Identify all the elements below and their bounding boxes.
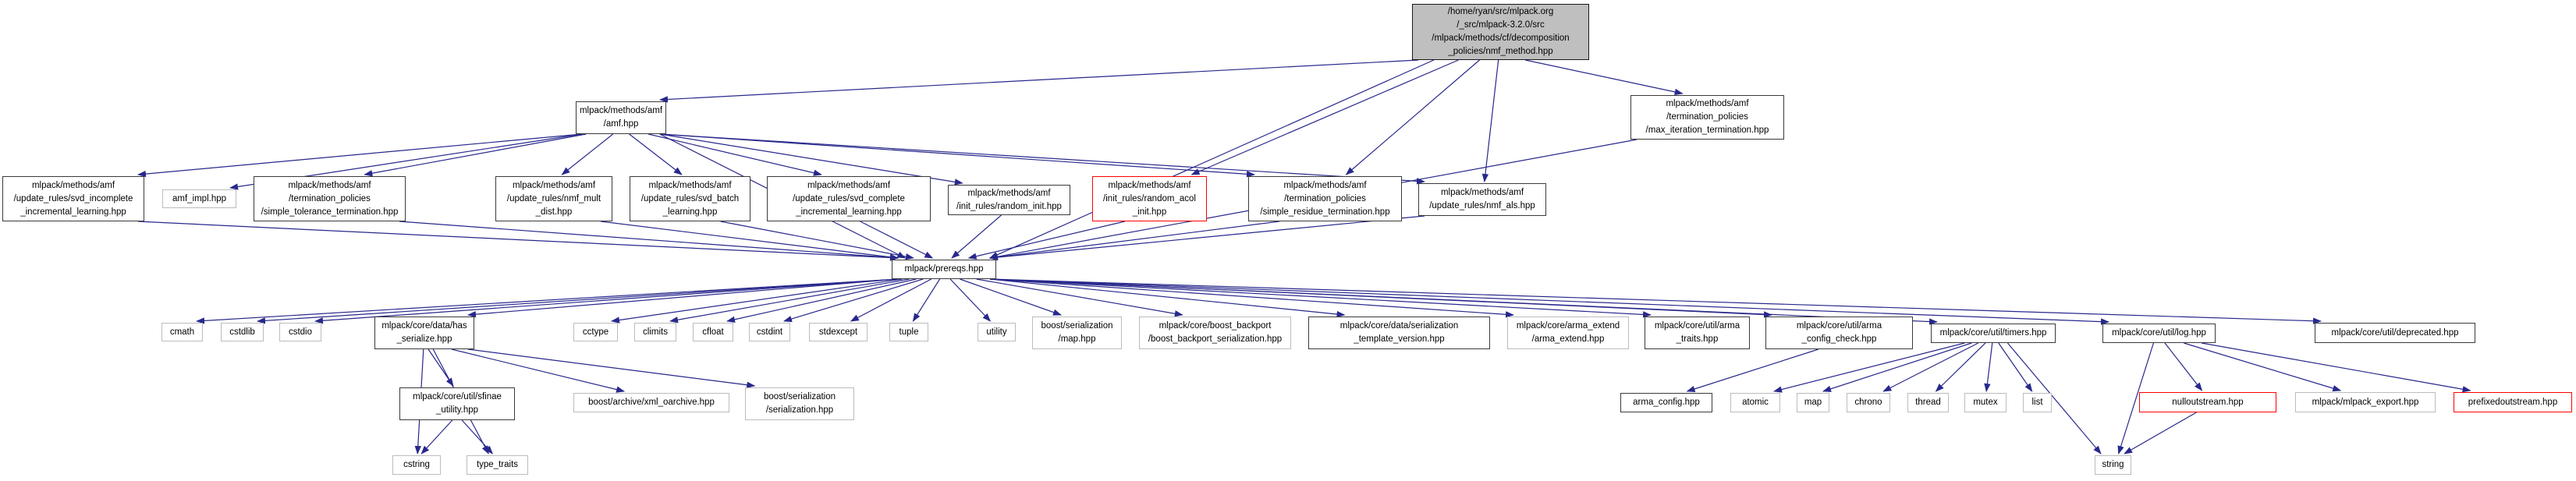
graph-node-label-line: _traits.hpp xyxy=(1676,334,1719,344)
graph-node-label-line: nulloutstream.hpp xyxy=(2172,397,2244,407)
graph-node-arma_config_check[interactable] xyxy=(1765,317,1913,349)
graph-node-label-line: mlpack/core/util/log.hpp xyxy=(2112,328,2206,338)
graph-node-label-line: _incremental_learning.hpp xyxy=(20,207,126,217)
graph-node-label-line: prefixedoutstream.hpp xyxy=(2468,397,2558,407)
graph-node-label-line: boost/serialization xyxy=(763,392,836,401)
graph-node-label-line: _serialize.hpp xyxy=(396,334,452,344)
graph-node-cfloat xyxy=(693,323,733,341)
graph-node-serialization_template_version[interactable] xyxy=(1308,317,1490,349)
graph-node-label-line: mutex xyxy=(1973,398,1998,407)
graph-node-map xyxy=(1797,393,1829,412)
graph-node-label-line: string xyxy=(2102,460,2124,469)
graph-node-log[interactable] xyxy=(2102,324,2216,343)
graph-node-label-line: mlpack/methods/amf xyxy=(1440,188,1524,197)
graph-node-label-line: /update_rules/svd_batch xyxy=(640,193,740,203)
graph-node-label-line: /termination_policies xyxy=(1666,112,1748,122)
graph-node-label-line: _utility.hpp xyxy=(435,405,479,415)
graph-node-label-line: /_src/mlpack-3.2.0/src xyxy=(1457,20,1545,30)
graph-node-label-line: cstdint xyxy=(756,327,783,337)
graph-node-tuple xyxy=(889,323,928,341)
graph-node-label-line: climits xyxy=(643,327,668,337)
graph-node-label-line: mlpack/methods/amf xyxy=(648,180,732,190)
graph-node-label-line: mlpack/core/data/serialization xyxy=(1339,321,1459,331)
graph-node-stdexcept xyxy=(809,323,868,341)
graph-node-label-line: utility xyxy=(986,327,1007,337)
graph-node-nulloutstream[interactable] xyxy=(2139,392,2276,412)
graph-node-label-line: /mlpack/methods/cf/decomposition xyxy=(1432,34,1570,43)
graph-node-label-line: cstdio xyxy=(288,327,313,337)
graph-node-label-line: mlpack/methods/amf xyxy=(579,106,663,115)
graph-node-type_traits xyxy=(467,455,528,475)
graph-node-cmath xyxy=(161,323,203,341)
graph-node-label-line: chrono xyxy=(1854,398,1882,407)
graph-node-svd_batch[interactable] xyxy=(630,176,750,221)
graph-node-has_serialize[interactable] xyxy=(374,317,474,349)
graph-node-label-line: /boost_backport_serialization.hpp xyxy=(1148,334,1283,344)
graph-node-mutex xyxy=(1964,393,2007,412)
graph-node-label-line: _incremental_learning.hpp xyxy=(796,207,902,217)
graph-node-label-line: cmath xyxy=(169,327,195,337)
graph-node-label-line: mlpack/methods/amf xyxy=(807,180,891,190)
graph-node-label-line: _init.hpp xyxy=(1132,207,1167,217)
graph-node-cctype xyxy=(573,323,618,341)
graph-node-chrono xyxy=(1847,393,1890,412)
graph-node-boost_serialization xyxy=(745,387,854,420)
graph-node-boost_backport xyxy=(1139,317,1291,349)
graph-node-label-line: /init_rules/random_acol xyxy=(1103,193,1196,203)
graph-node-label-line: mlpack/prereqs.hpp xyxy=(904,264,984,274)
graph-node-xml_oarchive xyxy=(573,393,729,412)
graph-node-prereqs[interactable] xyxy=(892,260,996,279)
graph-node-label-line: _learning.hpp xyxy=(662,207,718,217)
graph-node-svd_incomplete[interactable] xyxy=(2,176,144,221)
graph-node-timers[interactable] xyxy=(1931,324,2056,343)
graph-node-label-line: thread xyxy=(1915,398,1941,407)
graph-node-label-line: /arma_extend.hpp xyxy=(1531,334,1605,344)
graph-node-label-line: boost/serialization xyxy=(1041,321,1113,331)
graph-node-label-line: /simple_tolerance_termination.hpp xyxy=(261,207,399,217)
graph-node-label-line: arma_config.hpp xyxy=(1633,398,1700,407)
graph-node-label-line: mlpack/methods/amf xyxy=(1666,99,1749,108)
graph-node-label-line: /init_rules/random_init.hpp xyxy=(956,201,1062,211)
graph-node-label-line: /termination_policies xyxy=(289,193,371,203)
graph-node-simple_tolerance_termination[interactable] xyxy=(254,176,406,221)
graph-node-utility xyxy=(978,323,1016,341)
graph-node-label-line: _policies/nmf_method.hpp xyxy=(1448,47,1553,56)
graph-node-label-line: mlpack/core/util/deprecated.hpp xyxy=(2331,327,2459,338)
graph-node-nmf_als[interactable] xyxy=(1418,183,1546,216)
graph-node-label-line: /map.hpp xyxy=(1058,334,1096,344)
graph-node-label-line: /update_rules/nmf_als.hpp xyxy=(1429,201,1535,210)
graph-node-label-line: stdexcept xyxy=(818,327,858,337)
graph-node-label-line: cfloat xyxy=(702,327,724,337)
graph-node-climits xyxy=(634,323,676,341)
graph-node-label-line: mlpack/core/data/has xyxy=(381,321,467,331)
graph-node-label-line: mlpack/mlpack_export.hpp xyxy=(2312,397,2419,407)
graph-node-label-line: tuple xyxy=(899,327,919,337)
graph-node-label-line: mlpack/core/boost_backport xyxy=(1158,321,1272,331)
graph-node-deprecated[interactable] xyxy=(2315,323,2475,343)
graph-node-label-line: mlpack/core/arma_extend xyxy=(1516,321,1620,331)
graph-node-string xyxy=(2095,455,2131,475)
graph-node-cstdio xyxy=(279,323,321,341)
graph-node-label-line: mlpack/core/util/timers.hpp xyxy=(1939,328,2047,338)
graph-node-cstring xyxy=(392,455,441,475)
graph-node-label-line: mlpack/methods/amf xyxy=(1108,180,1191,190)
graph-node-label-line: mlpack/core/util/arma xyxy=(1654,321,1740,331)
graph-node-label-line: mlpack/methods/amf xyxy=(31,180,115,190)
graph-node-label-line: /max_iteration_termination.hpp xyxy=(1645,126,1769,135)
graph-node-random_init[interactable] xyxy=(948,185,1070,215)
graph-node-label-line: /update_rules/svd_complete xyxy=(793,193,905,203)
graph-node-boost_map xyxy=(1032,317,1122,349)
graph-node-label-line: atomic xyxy=(1742,398,1769,407)
graph-node-label-line: /update_rules/nmf_mult xyxy=(506,193,601,203)
graph-node-label-line: cstdlib xyxy=(229,327,255,337)
graph-node-arma_extend xyxy=(1507,317,1629,349)
graph-node-label-line: /amf.hpp xyxy=(603,119,639,129)
graph-node-label-line: _config_check.hpp xyxy=(1801,334,1877,344)
graph-node-label-line: cctype xyxy=(582,327,609,337)
graph-node-arma_traits[interactable] xyxy=(1645,317,1750,349)
graph-node-cstdint xyxy=(749,323,790,341)
graph-node-label-line: amf_impl.hpp xyxy=(172,193,227,203)
graph-node-prefixedoutstream[interactable] xyxy=(2454,392,2572,412)
graph-node-cstdlib xyxy=(221,323,264,341)
graph-node-label-line: /update_rules/svd_incomplete xyxy=(13,193,133,203)
graph-node-label-line: cstring xyxy=(403,460,430,469)
graph-node-thread xyxy=(1907,393,1949,412)
graph-node-label-line: boost/archive/xml_oarchive.hpp xyxy=(588,398,715,407)
graph-node-label-line: mlpack/core/util/arma xyxy=(1796,321,1882,331)
graph-node-label-line: mlpack/methods/amf xyxy=(1283,180,1367,190)
graph-node-label-line: _dist.hpp xyxy=(535,207,573,217)
graph-node-label-line: mlpack/methods/amf xyxy=(512,180,596,190)
graph-node-label-line: /simple_residue_termination.hpp xyxy=(1260,207,1390,217)
graph-node-arma_config[interactable] xyxy=(1620,393,1712,412)
graph-node-random_acol_init[interactable] xyxy=(1092,176,1207,221)
graph-node-svd_complete[interactable] xyxy=(767,176,931,221)
graph-node-label-line: list xyxy=(2031,398,2043,407)
graph-node-list xyxy=(2023,393,2052,412)
graph-node-label-line: _template_version.hpp xyxy=(1354,334,1445,344)
graph-node-simple_residue_termination[interactable] xyxy=(1248,176,1402,221)
graph-node-label-line: mlpack/methods/amf xyxy=(967,188,1051,198)
graph-node-amf[interactable] xyxy=(576,101,666,134)
graph-node-sfinae_utility[interactable] xyxy=(399,387,515,420)
graph-node-label-line: /termination_policies xyxy=(1284,193,1366,203)
graph-node-amf_impl xyxy=(162,189,236,208)
graph-node-max_iteration_termination[interactable] xyxy=(1630,95,1784,140)
graph-node-label-line: /home/ryan/src/mlpack.org xyxy=(1447,7,1554,16)
graph-node-nmf_mult_dist[interactable] xyxy=(495,176,612,221)
graph-node-nmf_method xyxy=(1412,4,1589,60)
graph-node-label-line: mlpack/methods/amf xyxy=(288,180,371,190)
graph-node-label-line: mlpack/core/util/sfinae xyxy=(413,392,502,401)
graph-node-label-line: /serialization.hpp xyxy=(765,405,834,415)
graph-node-atomic xyxy=(1730,393,1780,412)
graph-node-mlpack_export xyxy=(2295,392,2436,412)
graph-node-label-line: map xyxy=(1804,398,1822,407)
graph-node-label-line: type_traits xyxy=(476,460,519,469)
